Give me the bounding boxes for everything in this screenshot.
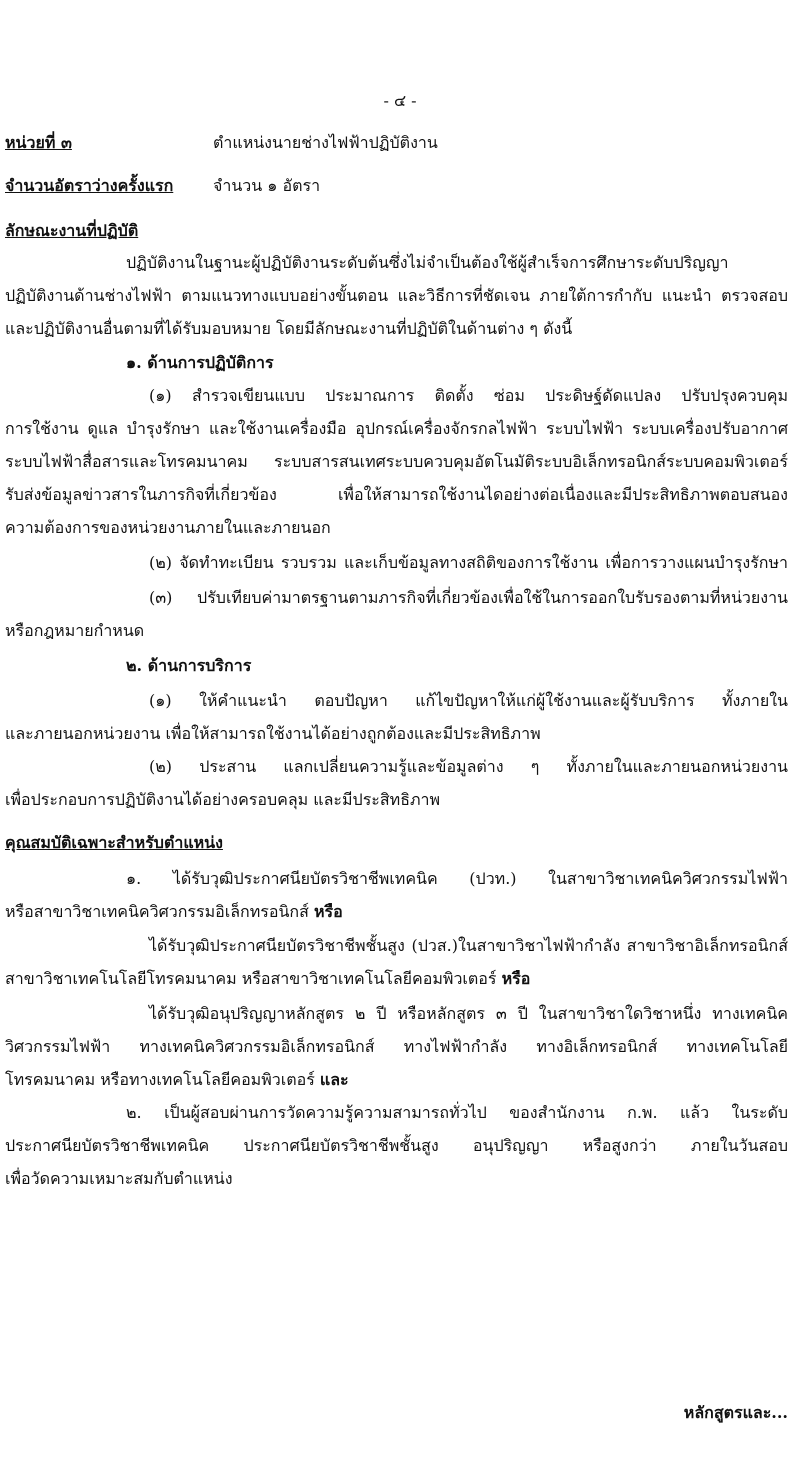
qualifications-heading: คุณสมบัติเฉพาะสำหรับตำแหน่ง (5, 833, 223, 852)
section-1-item-1-line: การใช้งาน ดูแล บำรุงรักษา และใช้งานเครื่องมือ อุปกรณ์เครื่องจักรกลไฟฟ้า ระบบไฟฟ้า ระบบเครื่องปรับอากาศ (5, 419, 788, 438)
section-2-title: ๒. ด้านการบริการ (126, 656, 252, 675)
qualification-2-line: ประกาศนียบัตรวิชาชีพเทคนิค ประกาศนียบัตรวิชาชีพชั้นสูง อนุปริญญา หรือสูงกว่า ภายในวันสอบ (5, 1136, 788, 1155)
qualification-1c-line-3 (5, 1069, 788, 1091)
unit-value: ตำแหน่งนายช่างไฟฟ้าปฏิบัติงาน (213, 133, 438, 152)
qualification-1a-line: ๑. ได้รับวุฒิประกาศนียบัตรวิชาชีพเทคนิค (ปวท.) ในสาขาวิชาเทคนิควิศวกรรมไฟฟ้า (126, 869, 788, 888)
continued-marker: หลักสูตรและ... (683, 1403, 788, 1422)
duties-intro-line: ปฏิบัติงานด้านช่างไฟฟ้า ตามแนวทางแบบอย่างขั้นตอน และวิธีการที่ชัดเจน ภายใต้การกำกับ แนะนำ ตรวจสอบ (5, 286, 788, 305)
qualification-1c-line: วิศวกรรมไฟฟ้า ทางเทคนิควิศวกรรมอิเล็กทรอนิกส์ ทางไฟฟ้ากำลัง ทางอิเล็กทรอนิกส์ ทางเทคโนโลยี (5, 1037, 788, 1056)
qualification-1a-line-2 (5, 901, 788, 923)
section-2-item-2-line: เพื่อประกอบการปฏิบัติงานได้อย่างครอบคลุม และมีประสิทธิภาพ (5, 790, 441, 809)
section-2-item-2-line: (๒) ประสาน แลกเปลี่ยนความรู้และข้อมูลต่าง ๆ ทั้งภายในและภายนอกหน่วยงาน (149, 757, 788, 776)
qualification-1c-text: โทรคมนาคม หรือทางเทคโนโลยีคอมพิวเตอร์ (5, 1070, 315, 1089)
section-2-item-1-line: และภายนอกหน่วยงาน เพื่อให้สามารถใช้งานได้อย่างถูกต้องและมีประสิทธิภาพ (5, 724, 541, 743)
qualification-2-line: ๒. เป็นผู้สอบผ่านการวัดความรู้ความสามารถทั่วไป ของสำนักงาน ก.พ. แล้ว ในระดับ (126, 1103, 788, 1122)
section-1-item-1-line: ระบบไฟฟ้าสื่อสารและโทรคมนาคม ระบบสารสนเทศระบบควบคุมอัตโนมัติระบบอิเล็กทรอนิกส์ระบบคอมพิวเตอร์ (5, 452, 788, 471)
duties-intro-line: ปฏิบัติงานในฐานะผู้ปฏิบัติงานระดับต้นซึ่งไม่จำเป็นต้องใช้ผู้สำเร็จการศึกษาระดับปริญญา (126, 253, 729, 272)
section-1-item-1-line: รับส่งข้อมูลข่าวสารในภารกิจที่เกี่ยวข้อง เพื่อให้สามารถใช้งานไดอย่างต่อเนื่องและมีประสิทธิภาพตอบสนอง (5, 485, 788, 504)
qualification-1b-line-2 (5, 968, 788, 990)
qualification-2-line: เพื่อวัดความเหมาะสมกับตำแหน่ง (5, 1169, 233, 1188)
vacancy-label: จำนวนอัตราว่างครั้งแรก (5, 176, 174, 195)
page-number: - ๔ - (383, 91, 417, 110)
or-conjunction: หรือ (501, 969, 531, 988)
vacancy-value: จำนวน ๑ อัตรา (213, 176, 321, 195)
section-1-item-3-line: (๓) ปรับเทียบค่ามาตรฐานตามภารกิจที่เกี่ยวข้องเพื่อใช้ในการออกใบรับรองตามที่หน่วยงาน (149, 588, 788, 607)
section-1-item-3-line: หรือกฎหมายกำหนด (5, 621, 145, 640)
or-conjunction: หรือ (313, 902, 343, 921)
and-conjunction: และ (319, 1070, 349, 1089)
section-1-item-1-line: (๑) สำรวจเขียนแบบ ประมาณการ ติดตั้ง ซ่อม ประดิษฐ์ดัดแปลง ปรับปรุงควบคุม (149, 386, 788, 405)
section-1-item-1-line: ความต้องการของหน่วยงานภายในและภายนอก (5, 518, 331, 537)
qualification-1b-text: สาขาวิชาเทคโนโลยีโทรคมนาคม หรือสาขาวิชาเทคโนโลยีคอมพิวเตอร์ (5, 969, 497, 988)
section-1-title: ๑. ด้านการปฏิบัติการ (126, 353, 274, 372)
duties-heading: ลักษณะงานที่ปฏิบัติ (5, 221, 139, 240)
section-1-item-2: (๒) จัดทำทะเบียน รวบรวม และเก็บข้อมูลทางสถิติของการใช้งาน เพื่อการวางแผนบำรุงรักษา (149, 553, 788, 572)
qualification-1c-line: ได้รับวุฒิอนุปริญญาหลักสูตร ๒ ปี หรือหลักสูตร ๓ ปี ในสาขาวิชาใดวิชาหนึ่ง ทางเทคนิค (149, 1004, 788, 1023)
unit-label: หน่วยที่ ๓ (5, 133, 72, 152)
qualification-1b-line: ได้รับวุฒิประกาศนียบัตรวิชาชีพชั้นสูง (ปวส.)ในสาขาวิชาไฟฟ้ากำลัง สาขาวิชาอิเล็กทรอนิกส์ (149, 936, 788, 955)
duties-intro-line: และปฏิบัติงานอื่นตามที่ได้รับมอบหมาย โดยมีลักษณะงานที่ปฏิบัติในด้านต่าง ๆ ดังนี้ (5, 319, 573, 338)
qualification-1a-text: หรือสาขาวิชาเทคนิควิศวกรรมอิเล็กทรอนิกส์ (5, 902, 309, 921)
section-2-item-1-line: (๑) ให้คำแนะนำ ตอบปัญหา แก้ไขปัญหาให้แก่ผู้ใช้งานและผู้รับบริการ ทั้งภายใน (149, 691, 788, 710)
